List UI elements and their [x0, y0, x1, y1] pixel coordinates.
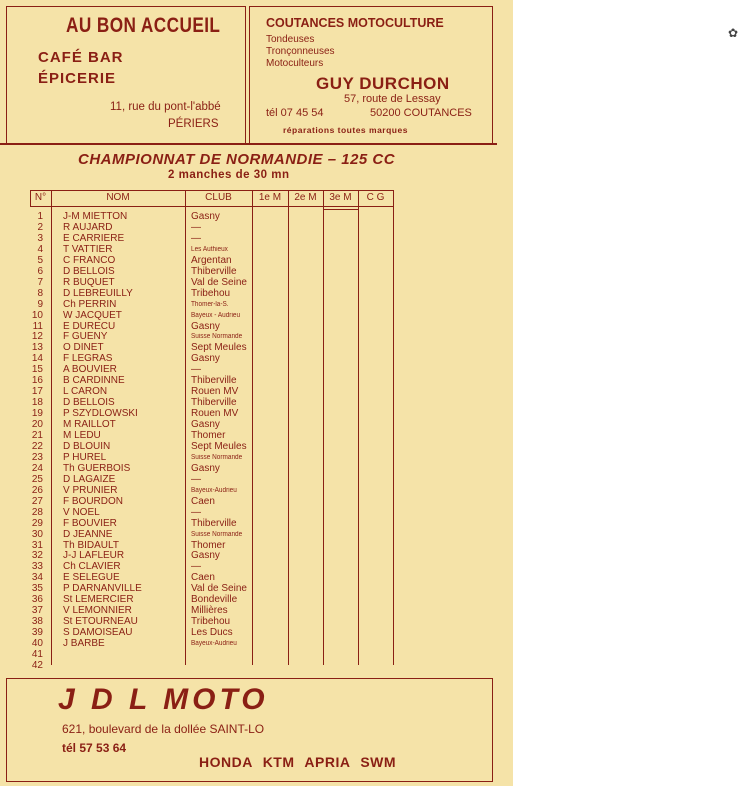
row-number: 28: [31, 506, 43, 518]
rider-club: Thiberville: [191, 265, 237, 277]
rider-club: Bayeux-Audrieu: [191, 486, 237, 494]
rider-name: W JACQUET: [63, 309, 122, 321]
rider-club: Gasny: [191, 211, 220, 222]
rider-name: J-M MIETTON: [63, 211, 128, 222]
row-number: 20: [31, 419, 43, 431]
ad-right-address: 57, route de Lessay: [344, 93, 441, 105]
rider-name: R BUQUET: [63, 276, 115, 288]
rider-name: C FRANCO: [63, 254, 116, 266]
table-row: [0, 211, 400, 222]
rider-club: Suisse Normande: [191, 530, 243, 538]
ad-right-name: GUY DURCHON: [316, 74, 450, 93]
scan-speck-mark: ✿: [728, 26, 739, 40]
rider-club: —: [191, 473, 201, 485]
table-row: [0, 397, 400, 408]
row-number: 25: [31, 473, 43, 485]
rider-club: Thiberville: [191, 397, 237, 409]
rider-club: —: [191, 232, 201, 244]
rider-name: P HUREL: [63, 451, 107, 463]
row-number: 16: [31, 375, 43, 387]
row-number: 36: [31, 594, 43, 606]
rider-name: A BOUVIER: [63, 364, 117, 376]
rider-name: P DARNANVILLE: [63, 583, 142, 595]
rider-club: —: [191, 561, 201, 573]
table-row: [0, 616, 400, 627]
rider-name: L CARON: [63, 386, 108, 398]
rider-club: Les Ducs: [191, 627, 233, 639]
ad-right-phone: tél 07 45 54: [266, 107, 324, 119]
rider-name: Th BIDAULT: [63, 539, 119, 551]
table-row: [0, 452, 400, 463]
table-row: [0, 364, 400, 375]
ad-right-item: Tondeuses: [266, 34, 315, 45]
rider-club: Gasny: [191, 353, 220, 365]
table-row: [0, 660, 400, 671]
rider-club: Tribehou: [191, 287, 231, 299]
row-number: 38: [31, 616, 43, 628]
rider-name: M LEDU: [63, 430, 101, 441]
rider-name: E CARRIERE: [63, 232, 125, 244]
table-row: [0, 419, 400, 430]
rider-club: Sept Meules: [191, 342, 247, 354]
rider-name: D BELLOIS: [63, 397, 115, 409]
table-row: [0, 561, 400, 572]
col-header-club: CLUB: [205, 192, 232, 203]
rider-name: F BOUVIER: [63, 517, 117, 529]
table-row: [0, 583, 400, 594]
table-sub-line: [323, 209, 359, 210]
page-subtitle: 2 manches de 30 mn: [168, 169, 290, 181]
row-number: 9: [37, 298, 43, 310]
ad-bottom-address: 621, boulevard de la dollée SAINT-LO: [62, 722, 265, 736]
rider-name: F LEGRAS: [63, 353, 113, 365]
table-row: [0, 375, 400, 386]
rider-name: P SZYDLOWSKI: [63, 408, 138, 420]
rider-name: E DURECU: [63, 320, 116, 332]
row-number: 32: [31, 550, 43, 562]
row-number: 35: [31, 583, 43, 595]
row-number: 3: [37, 232, 43, 244]
table-row: [0, 474, 400, 485]
row-number: 27: [31, 495, 43, 507]
col-header-overall: C G: [366, 192, 385, 203]
table-row: [0, 540, 400, 551]
col-header-race1: 1e M: [258, 192, 282, 203]
table-row: [0, 331, 400, 342]
rider-club: Val de Seine: [191, 276, 247, 288]
rider-club: Gasny: [191, 320, 220, 332]
table-row: [0, 485, 400, 496]
row-number: 26: [31, 484, 43, 496]
ad-bottom-phone: tél 57 53 64: [62, 741, 127, 755]
rider-club: Val de Seine: [191, 583, 247, 595]
rider-name: D BLOUIN: [63, 440, 111, 452]
ad-left-line1: CAFÉ BAR: [38, 49, 124, 66]
rider-club: Bondeville: [191, 594, 238, 606]
row-number: 13: [31, 342, 43, 354]
table-row: [0, 441, 400, 452]
table-row: [0, 430, 400, 441]
table-row: [0, 244, 400, 255]
table-row: [0, 321, 400, 332]
rider-club: Caen: [191, 495, 215, 507]
row-number: 31: [31, 539, 43, 551]
rider-club: —: [191, 364, 201, 376]
table-row: [0, 649, 400, 660]
row-number: 7: [37, 276, 43, 288]
col-header-race2: 2e M: [294, 192, 317, 203]
rider-club: Gasny: [191, 419, 220, 431]
ad-bottom-title: J D L MOTO: [58, 683, 269, 716]
col-header-race3: 3e M: [329, 192, 352, 203]
ad-left-address: 11, rue du pont-l'abbé: [110, 101, 221, 113]
rider-club: Suisse Normande: [191, 453, 243, 461]
table-row: [0, 222, 400, 233]
ad-right-title: COUTANCES MOTOCULTURE: [266, 16, 444, 30]
rider-name: D LAGAIZE: [63, 473, 116, 485]
table-header-bottom: [30, 206, 393, 207]
ad-bottom-brands: HONDA KTM APRIA SWM: [199, 754, 397, 770]
rider-club: Bayeux - Audrieu: [191, 311, 241, 319]
table-row: [0, 496, 400, 507]
rider-name: Ch CLAVIER: [63, 561, 121, 573]
rider-name: V NOEL: [63, 506, 100, 518]
ad-right-city: 50200 COUTANCES: [370, 107, 472, 119]
table-row: [0, 408, 400, 419]
rider-name: S DAMOISEAU: [63, 627, 133, 639]
table-row: [0, 266, 400, 277]
table-row: [0, 638, 400, 649]
rider-club: Millières: [191, 605, 228, 617]
table-row: [0, 507, 400, 518]
table-row: [0, 353, 400, 364]
page-title: CHAMPIONNAT DE NORMANDIE – 125 CC: [78, 151, 396, 168]
rider-name: J BARBE: [63, 638, 105, 650]
row-number: 2: [37, 221, 43, 233]
row-number: 37: [31, 605, 43, 617]
ad-left-city: PÉRIERS: [168, 118, 219, 130]
ad-left-line2: ÉPICERIE: [38, 70, 117, 87]
rider-club: Tribehou: [191, 616, 231, 628]
table-row: [0, 310, 400, 321]
rider-name: B CARDINNE: [63, 375, 125, 387]
row-number: 21: [31, 430, 43, 441]
rider-club: Thiberville: [191, 517, 237, 529]
table-row: [0, 594, 400, 605]
row-number: 10: [31, 309, 43, 321]
rider-club: Les Authieux: [191, 245, 228, 253]
rider-club: Bayeux-Audrieu: [191, 640, 237, 648]
rider-club: Argentan: [191, 254, 232, 266]
row-number: 19: [31, 408, 43, 420]
rider-club: Thomer: [191, 430, 226, 441]
row-number: 42: [31, 659, 43, 671]
divider: [0, 143, 497, 145]
table-row: [0, 463, 400, 474]
ad-right-item: Motoculteurs: [266, 58, 324, 69]
rider-club: Rouen MV: [191, 408, 239, 420]
rider-club: Gasny: [191, 462, 220, 474]
row-number: 6: [37, 265, 43, 277]
table-row: [0, 572, 400, 583]
table-header-top: [30, 190, 393, 191]
rider-club: —: [191, 506, 201, 518]
rider-name: Th GUERBOIS: [63, 462, 131, 474]
row-number: 40: [31, 638, 43, 650]
rider-name: D LEBREUILLY: [63, 287, 133, 299]
ad-left-title: AU BON ACCUEIL: [66, 14, 221, 37]
rider-name: V LEMONNIER: [63, 605, 132, 617]
rider-name: J-J LAFLEUR: [63, 550, 125, 562]
table-row: [0, 627, 400, 638]
table-row: [0, 233, 400, 244]
rider-name: M RAILLOT: [63, 419, 116, 431]
rider-name: D BELLOIS: [63, 265, 115, 277]
rider-name: V PRUNIER: [63, 484, 118, 496]
table-row: [0, 605, 400, 616]
rider-name: F BOURDON: [63, 495, 123, 507]
ad-right-item: Tronçonneuses: [266, 46, 335, 57]
rider-name: St ETOURNEAU: [63, 616, 138, 628]
rider-name: T VATTIER: [63, 243, 113, 255]
row-number: 24: [31, 462, 43, 474]
row-number: 5: [37, 254, 43, 266]
row-number: 1: [37, 211, 43, 222]
table-row: [0, 255, 400, 266]
row-number: 41: [31, 649, 43, 660]
rider-club: Rouen MV: [191, 386, 239, 398]
row-number: 22: [31, 440, 43, 452]
table-row: [0, 288, 400, 299]
table-row: [0, 299, 400, 310]
rider-club: Thomer-la-S.: [191, 300, 229, 308]
row-number: 8: [37, 287, 43, 299]
rider-name: E SELEGUE: [63, 572, 120, 584]
rider-club: Suisse Normande: [191, 333, 243, 341]
table-row: [0, 550, 400, 561]
rider-club: Thomer: [191, 539, 226, 551]
row-number: 4: [37, 243, 43, 255]
row-number: 39: [31, 627, 43, 639]
rider-name: R AUJARD: [63, 221, 113, 233]
row-number: 11: [32, 320, 43, 332]
rider-club: Caen: [191, 572, 215, 584]
rider-name: St LEMERCIER: [63, 594, 134, 606]
col-header-num: N°: [34, 192, 47, 203]
row-number: 14: [31, 353, 43, 365]
rider-name: O DINET: [63, 342, 104, 354]
row-number: 33: [31, 561, 43, 573]
row-number: 15: [31, 364, 43, 376]
ad-right-tagline: réparations toutes marques: [283, 125, 408, 135]
row-number: 29: [31, 517, 43, 529]
row-number: 17: [31, 386, 43, 398]
rider-club: Gasny: [191, 550, 220, 562]
table-row: [0, 529, 400, 540]
table-row: [0, 342, 400, 353]
row-number: 34: [31, 572, 43, 584]
row-number: 12: [31, 331, 43, 343]
rider-club: —: [191, 221, 201, 233]
table-row: [0, 386, 400, 397]
row-number: 18: [31, 397, 43, 409]
rider-name: F GUENY: [63, 331, 108, 343]
rider-name: Ch PERRIN: [63, 298, 117, 310]
rider-name: D JEANNE: [63, 528, 113, 540]
rider-club: Thiberville: [191, 375, 237, 387]
table-row: [0, 277, 400, 288]
row-number: 23: [31, 451, 43, 463]
col-header-name: NOM: [106, 192, 130, 203]
table-row: [0, 518, 400, 529]
row-number: 30: [31, 528, 43, 540]
rider-club: Sept Meules: [191, 440, 247, 452]
